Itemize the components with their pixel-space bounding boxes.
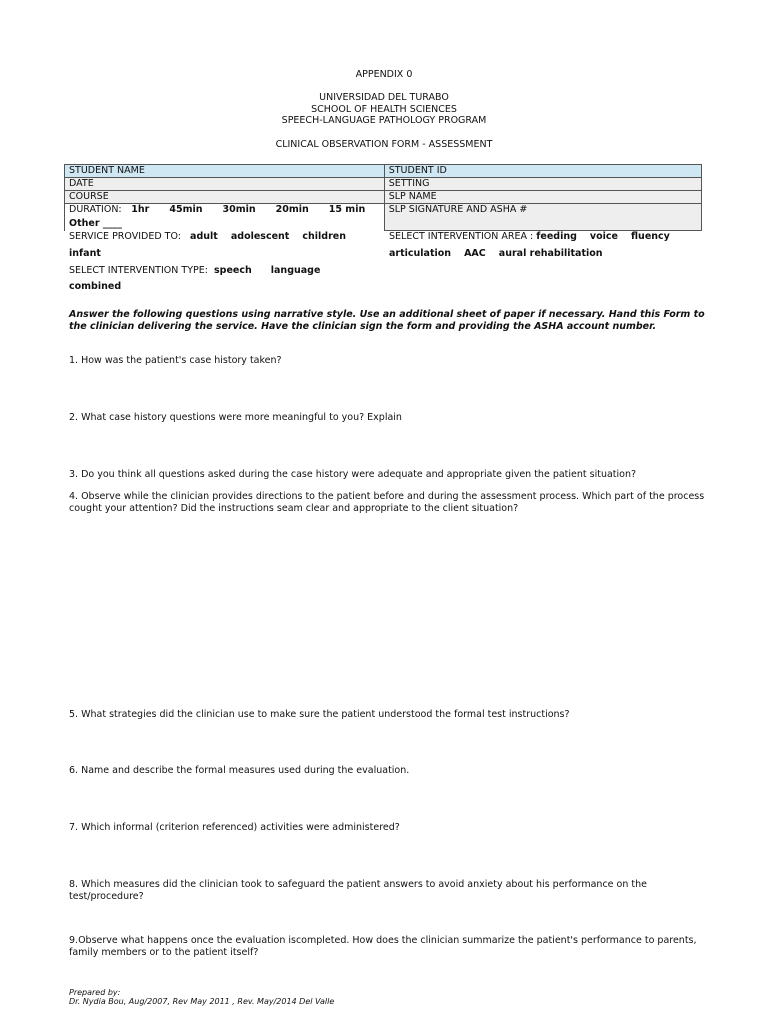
student-name-field[interactable]: STUDENT NAME <box>65 165 385 178</box>
setting-field[interactable]: SETTING <box>384 178 701 191</box>
question-8: 8. Which measures did the clinician took to safeguard the patient answers to avoid anxiety about his performance on the test/procedure? <box>69 879 647 902</box>
intervention-area-row-2: articulation AAC aural rehabilitation <box>389 248 603 259</box>
question-5: 5. What strategies did the clinician use to make sure the patient understood the formal test instructions? <box>69 709 570 720</box>
slp-signature-field[interactable]: SLP SIGNATURE AND ASHA # <box>384 204 701 231</box>
question-7: 7. Which informal (criterion referenced) activities were administered? <box>69 822 400 833</box>
question-6: 6. Name and describe the formal measures used during the evaluation. <box>69 765 410 776</box>
school-name: SCHOOL OF HEALTH SCIENCES <box>311 104 457 115</box>
authors-line: Dr. Nydia Bou, Aug/2007, Rev May 2011 , Rev. May/2014 Del Valle <box>69 997 335 1006</box>
service-infant-option[interactable]: infant <box>69 248 101 259</box>
date-field[interactable]: DATE <box>65 178 385 191</box>
student-info-table <box>64 164 702 231</box>
duration-other[interactable]: Other ____ <box>69 218 122 229</box>
duration-options: 1hr 45min 30min 20min 15 min <box>131 204 366 215</box>
question-1: 1. How was the patient's case history taken? <box>69 355 282 366</box>
form-title: CLINICAL OBSERVATION FORM - ASSESSMENT <box>275 139 493 150</box>
slp-name-field[interactable]: SLP NAME <box>384 191 701 204</box>
duration-field[interactable]: DURATION: 1hr 45min 30min 20min 15 min Other ____ <box>65 204 385 231</box>
instructions-text: Answer the following questions using narrative style. Use an additional sheet of paper if necessary. Hand this Form to the clinician delivering the service. Have the clinician sign the form and providing the ASHA account number. <box>69 309 705 332</box>
intervention-type-row: SELECT INTERVENTION TYPE: speech language <box>69 265 321 276</box>
university-name: UNIVERSIDAD DEL TURABO <box>319 92 449 103</box>
question-3: 3. Do you think all questions asked during the case history were adequate and appropriate given the patient situation? <box>69 469 637 480</box>
intervention-type-combined[interactable]: combined <box>69 281 122 292</box>
question-4: 4. Observe while the clinician provides directions to the patient before and during the assessment process. Which part of the process cought your attention? Did the instructions seam clear and appropriate to the client situation? <box>69 491 705 514</box>
question-2: 2. What case history questions were more meaningful to you? Explain <box>69 412 402 423</box>
service-provided-row: SERVICE PROVIDED TO: adult adolescent children <box>69 231 346 242</box>
program-name: SPEECH-LANGUAGE PATHOLOGY PROGRAM <box>281 115 487 126</box>
prepared-by-label: Prepared by: <box>69 988 121 997</box>
question-9: 9.Observe what happens once the evaluation iscompleted. How does the clinician summarize the patient's performance to parents, family members or to the patient itself? <box>69 935 697 958</box>
student-id-field[interactable]: STUDENT ID <box>384 165 701 178</box>
course-field[interactable]: COURSE <box>65 191 385 204</box>
appendix-label: APPENDIX 0 <box>355 69 413 80</box>
intervention-area-row: SELECT INTERVENTION AREA : feeding voice fluency <box>389 231 670 242</box>
